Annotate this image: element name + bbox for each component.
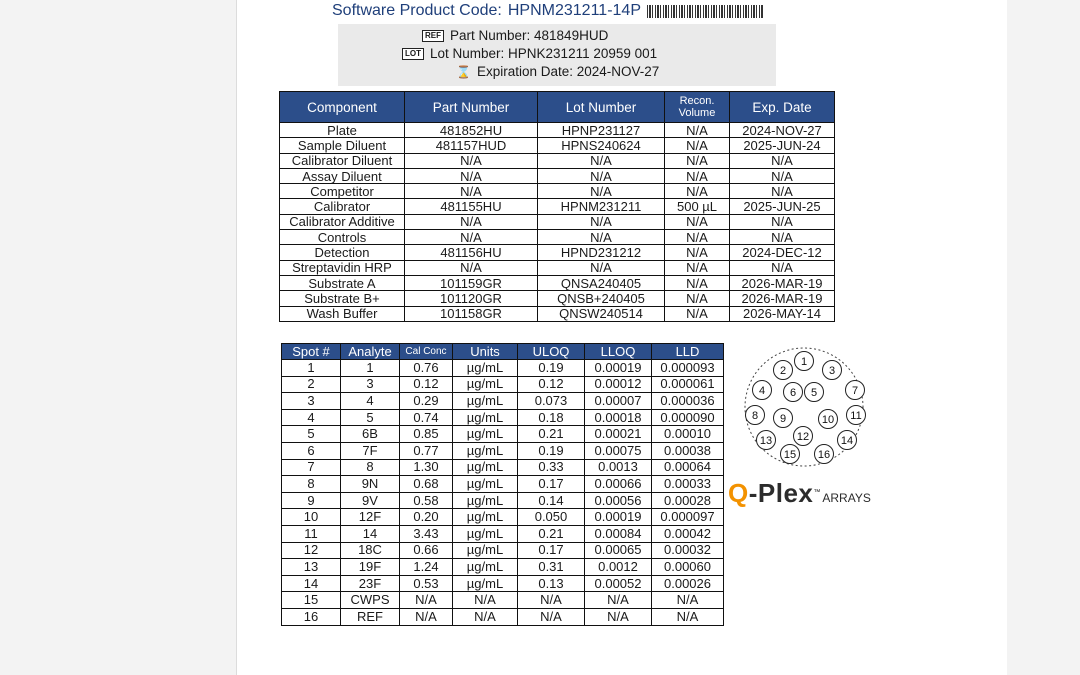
table-cell: N/A xyxy=(453,592,518,609)
table-row xyxy=(282,376,724,393)
table-cell: 0.12 xyxy=(518,376,585,393)
col-lot-number: Lot Number xyxy=(538,92,665,123)
table-row xyxy=(282,525,724,542)
table-row xyxy=(280,199,835,214)
qplex-logo xyxy=(728,478,871,509)
table-cell: N/A xyxy=(730,168,835,183)
table-cell: 481157HUD xyxy=(405,138,538,153)
table-cell: N/A xyxy=(405,184,538,199)
table-cell: N/A xyxy=(538,153,665,168)
table-cell: 2026-MAY-14 xyxy=(730,306,835,321)
col-spot: Spot # xyxy=(282,344,341,360)
table-cell: 14 xyxy=(282,575,341,592)
table-cell: 12 xyxy=(282,542,341,559)
spot-label: 13 xyxy=(759,435,773,447)
table-row xyxy=(282,442,724,459)
table-cell: N/A xyxy=(585,608,652,625)
table-cell: 9V xyxy=(341,492,400,509)
table-cell: N/A xyxy=(665,306,730,321)
table-cell: 0.00012 xyxy=(585,376,652,393)
spot-label: 11 xyxy=(850,410,862,422)
table-cell: Detection xyxy=(280,245,405,260)
part-number-text: Part Number: 481849HUD xyxy=(450,28,609,43)
table-row xyxy=(282,575,724,592)
table-cell: 0.19 xyxy=(518,360,585,377)
spot-label: 8 xyxy=(751,410,759,422)
table-cell: Calibrator Diluent xyxy=(280,153,405,168)
table-cell: 0.073 xyxy=(518,393,585,410)
table-cell: µg/mL xyxy=(453,459,518,476)
table-cell: N/A xyxy=(538,214,665,229)
table-cell: 1.24 xyxy=(400,559,453,576)
table-cell: HPNP231127 xyxy=(538,123,665,138)
table-cell: 0.000097 xyxy=(652,509,724,526)
table-row xyxy=(282,592,724,609)
col-units: Units xyxy=(453,344,518,360)
lot-number-line xyxy=(402,46,657,61)
table-cell: 500 µL xyxy=(665,199,730,214)
spot-label: 14 xyxy=(840,435,854,447)
table-cell: Sample Diluent xyxy=(280,138,405,153)
table-cell: 0.17 xyxy=(518,476,585,493)
table-cell: N/A xyxy=(730,230,835,245)
table-cell: µg/mL xyxy=(453,442,518,459)
expiration-text: Expiration Date: 2024-NOV-27 xyxy=(476,64,660,79)
table-cell: N/A xyxy=(665,260,730,275)
table-cell: HPND231212 xyxy=(538,245,665,260)
table-cell: N/A xyxy=(665,153,730,168)
table-row xyxy=(280,153,835,168)
components-table xyxy=(279,91,835,322)
table-cell: N/A xyxy=(665,245,730,260)
col-recon-volume: Recon. Volume xyxy=(665,92,730,123)
table-cell: 2026-MAR-19 xyxy=(730,291,835,306)
software-product-code xyxy=(332,2,763,20)
table-cell: 16 xyxy=(282,608,341,625)
spots-header-row xyxy=(282,344,724,360)
table-cell: µg/mL xyxy=(453,492,518,509)
table-cell: HPNS240624 xyxy=(538,138,665,153)
spot-label: 7 xyxy=(851,385,859,397)
components-header-row xyxy=(280,92,835,123)
table-cell: N/A xyxy=(585,592,652,609)
table-cell: 0.000036 xyxy=(652,393,724,410)
table-row xyxy=(282,509,724,526)
table-cell: Plate xyxy=(280,123,405,138)
table-cell: 0.00032 xyxy=(652,542,724,559)
table-cell: 14 xyxy=(341,525,400,542)
table-cell: HPNM231211 xyxy=(538,199,665,214)
table-row xyxy=(282,360,724,377)
table-cell: N/A xyxy=(518,592,585,609)
spot-label: 3 xyxy=(828,365,836,377)
table-cell: 18C xyxy=(341,542,400,559)
ref-symbol-icon: REF xyxy=(422,30,444,42)
table-cell: 2026-MAR-19 xyxy=(730,275,835,290)
table-cell: 7 xyxy=(282,459,341,476)
col-lld: LLD xyxy=(652,344,724,360)
table-cell: 2025-JUN-24 xyxy=(730,138,835,153)
table-cell: 9 xyxy=(282,492,341,509)
table-cell: µg/mL xyxy=(453,559,518,576)
table-cell: 0.00056 xyxy=(585,492,652,509)
table-cell: Assay Diluent xyxy=(280,168,405,183)
table-cell: 0.74 xyxy=(400,409,453,426)
table-cell: 101158GR xyxy=(405,306,538,321)
table-cell: 0.00052 xyxy=(585,575,652,592)
table-cell: 0.0012 xyxy=(585,559,652,576)
table-cell: 2024-NOV-27 xyxy=(730,123,835,138)
table-cell: 5 xyxy=(282,426,341,443)
table-cell: 101159GR xyxy=(405,275,538,290)
table-cell: 101120GR xyxy=(405,291,538,306)
table-cell: 0.00019 xyxy=(585,360,652,377)
lot-symbol-icon: LOT xyxy=(402,48,424,60)
table-cell: 6B xyxy=(341,426,400,443)
spot-label: 9 xyxy=(779,413,787,425)
table-cell: Calibrator Additive xyxy=(280,214,405,229)
table-cell: 1 xyxy=(341,360,400,377)
table-cell: N/A xyxy=(400,608,453,625)
table-cell: N/A xyxy=(405,230,538,245)
spot-layout-diagram xyxy=(733,346,875,468)
col-cal-conc: Cal Conc xyxy=(400,344,453,360)
table-cell: µg/mL xyxy=(453,376,518,393)
table-row xyxy=(280,291,835,306)
table-cell: 3 xyxy=(341,376,400,393)
table-cell: µg/mL xyxy=(453,525,518,542)
table-cell: N/A xyxy=(518,608,585,625)
table-cell: 0.00010 xyxy=(652,426,724,443)
table-cell: Calibrator xyxy=(280,199,405,214)
table-cell: QNSB+240405 xyxy=(538,291,665,306)
table-cell: 0.0013 xyxy=(585,459,652,476)
table-cell: 0.000090 xyxy=(652,409,724,426)
table-cell: 0.19 xyxy=(518,442,585,459)
table-row xyxy=(280,214,835,229)
table-cell: 0.21 xyxy=(518,426,585,443)
spots-table xyxy=(281,343,724,626)
table-cell: N/A xyxy=(405,260,538,275)
table-cell: 0.000061 xyxy=(652,376,724,393)
table-cell: N/A xyxy=(538,184,665,199)
table-cell: µg/mL xyxy=(453,426,518,443)
kit-info-box xyxy=(338,24,776,86)
table-row xyxy=(280,260,835,275)
table-row xyxy=(280,245,835,260)
table-row xyxy=(280,306,835,321)
table-cell: µg/mL xyxy=(453,393,518,410)
table-cell: 0.58 xyxy=(400,492,453,509)
table-cell: N/A xyxy=(405,214,538,229)
table-cell: N/A xyxy=(665,230,730,245)
table-row xyxy=(282,559,724,576)
table-cell: 19F xyxy=(341,559,400,576)
table-cell: N/A xyxy=(538,168,665,183)
table-cell: N/A xyxy=(665,184,730,199)
table-cell: 0.17 xyxy=(518,542,585,559)
table-cell: 23F xyxy=(341,575,400,592)
table-cell: 0.14 xyxy=(518,492,585,509)
table-cell: N/A xyxy=(405,153,538,168)
spot-label: 10 xyxy=(821,414,835,426)
table-cell: 0.00019 xyxy=(585,509,652,526)
spot-label: 5 xyxy=(810,387,818,399)
table-cell: 6 xyxy=(282,442,341,459)
table-cell: µg/mL xyxy=(453,409,518,426)
col-analyte: Analyte xyxy=(341,344,400,360)
table-cell: 0.00075 xyxy=(585,442,652,459)
table-cell: 1.30 xyxy=(400,459,453,476)
col-part-number: Part Number xyxy=(405,92,538,123)
spot-label: 6 xyxy=(789,387,797,399)
table-cell: QNSW240514 xyxy=(538,306,665,321)
table-cell: N/A xyxy=(665,123,730,138)
col-exp-date: Exp. Date xyxy=(730,92,835,123)
table-cell: N/A xyxy=(730,184,835,199)
table-cell: 12F xyxy=(341,509,400,526)
qplex-trademark: ™ xyxy=(813,489,821,496)
table-cell: 0.85 xyxy=(400,426,453,443)
table-cell: 2024-DEC-12 xyxy=(730,245,835,260)
table-cell: 0.000093 xyxy=(652,360,724,377)
table-cell: 2 xyxy=(282,376,341,393)
table-cell: N/A xyxy=(453,608,518,625)
table-cell: N/A xyxy=(730,260,835,275)
col-lloq: LLOQ xyxy=(585,344,652,360)
table-cell: 481852HU xyxy=(405,123,538,138)
table-cell: Wash Buffer xyxy=(280,306,405,321)
table-cell: µg/mL xyxy=(453,542,518,559)
expiration-line xyxy=(456,64,659,79)
table-cell: 0.050 xyxy=(518,509,585,526)
table-cell: Competitor xyxy=(280,184,405,199)
table-cell: 0.31 xyxy=(518,559,585,576)
table-cell: 481156HU xyxy=(405,245,538,260)
spot-label: 16 xyxy=(817,449,831,461)
spot-label: 2 xyxy=(779,365,787,377)
table-cell: 2025-JUN-25 xyxy=(730,199,835,214)
table-row xyxy=(280,230,835,245)
col-uloq: ULOQ xyxy=(518,344,585,360)
table-cell: µg/mL xyxy=(453,476,518,493)
table-row xyxy=(282,476,724,493)
table-cell: 11 xyxy=(282,525,341,542)
table-cell: 0.53 xyxy=(400,575,453,592)
table-cell: 9N xyxy=(341,476,400,493)
spot-label: 1 xyxy=(800,356,808,368)
table-cell: 8 xyxy=(282,476,341,493)
spot-label: 4 xyxy=(758,385,766,397)
table-cell: REF xyxy=(341,608,400,625)
table-row xyxy=(282,492,724,509)
software-product-code-value: HPNM231211-14P xyxy=(507,2,641,19)
table-cell: 0.00028 xyxy=(652,492,724,509)
table-cell: 0.20 xyxy=(400,509,453,526)
qplex-arrays-text: ARRAYS xyxy=(822,491,871,505)
table-row xyxy=(282,459,724,476)
spot-label: 12 xyxy=(796,431,810,443)
table-cell: 481155HU xyxy=(405,199,538,214)
table-cell: 4 xyxy=(341,393,400,410)
spot-label: 15 xyxy=(783,449,797,461)
table-cell: CWPS xyxy=(341,592,400,609)
table-cell: N/A xyxy=(652,592,724,609)
table-cell: N/A xyxy=(665,138,730,153)
table-row xyxy=(280,275,835,290)
table-cell: Substrate B+ xyxy=(280,291,405,306)
table-cell: 0.00033 xyxy=(652,476,724,493)
table-cell: N/A xyxy=(730,153,835,168)
barcode-icon xyxy=(647,5,763,18)
table-row xyxy=(282,409,724,426)
table-cell: 0.76 xyxy=(400,360,453,377)
table-cell: 0.12 xyxy=(400,376,453,393)
table-row xyxy=(282,426,724,443)
table-cell: Substrate A xyxy=(280,275,405,290)
table-cell: µg/mL xyxy=(453,575,518,592)
table-row xyxy=(280,184,835,199)
table-cell: 0.00064 xyxy=(652,459,724,476)
table-cell: 0.66 xyxy=(400,542,453,559)
table-cell: 0.68 xyxy=(400,476,453,493)
part-number-line xyxy=(422,28,608,43)
table-cell: N/A xyxy=(730,214,835,229)
col-component: Component xyxy=(280,92,405,123)
table-cell: 0.00060 xyxy=(652,559,724,576)
table-cell: 0.13 xyxy=(518,575,585,592)
table-cell: Streptavidin HRP xyxy=(280,260,405,275)
table-cell: 0.18 xyxy=(518,409,585,426)
table-cell: N/A xyxy=(538,260,665,275)
table-row xyxy=(282,542,724,559)
table-cell: µg/mL xyxy=(453,509,518,526)
table-cell: Controls xyxy=(280,230,405,245)
table-row xyxy=(282,393,724,410)
table-cell: 0.00026 xyxy=(652,575,724,592)
table-cell: 0.00065 xyxy=(585,542,652,559)
table-cell: N/A xyxy=(652,608,724,625)
table-cell: 0.00018 xyxy=(585,409,652,426)
software-product-code-label: Software Product Code: xyxy=(332,2,502,19)
table-row xyxy=(280,138,835,153)
table-cell: 0.33 xyxy=(518,459,585,476)
table-cell: 3.43 xyxy=(400,525,453,542)
table-cell: N/A xyxy=(400,592,453,609)
table-cell: 10 xyxy=(282,509,341,526)
table-cell: 7F xyxy=(341,442,400,459)
table-cell: 3 xyxy=(282,393,341,410)
table-cell: N/A xyxy=(665,275,730,290)
table-cell: N/A xyxy=(665,291,730,306)
table-cell: N/A xyxy=(538,230,665,245)
table-cell: 1 xyxy=(282,360,341,377)
hourglass-icon: ⌛ xyxy=(456,64,471,79)
qplex-brand: Q-Plex xyxy=(728,478,814,508)
table-cell: 8 xyxy=(341,459,400,476)
table-row xyxy=(282,608,724,625)
table-cell: N/A xyxy=(405,168,538,183)
table-cell: 0.29 xyxy=(400,393,453,410)
table-cell: QNSA240405 xyxy=(538,275,665,290)
table-cell: 0.00007 xyxy=(585,393,652,410)
table-cell: 0.00066 xyxy=(585,476,652,493)
table-cell: 15 xyxy=(282,592,341,609)
table-row xyxy=(280,123,835,138)
table-cell: 0.77 xyxy=(400,442,453,459)
table-cell: 0.00042 xyxy=(652,525,724,542)
table-cell: 0.00084 xyxy=(585,525,652,542)
table-cell: 0.00021 xyxy=(585,426,652,443)
lot-number-text: Lot Number: HPNK231211 20959 001 xyxy=(430,46,658,61)
table-cell: N/A xyxy=(665,214,730,229)
table-cell: 0.21 xyxy=(518,525,585,542)
table-cell: 4 xyxy=(282,409,341,426)
table-cell: µg/mL xyxy=(453,360,518,377)
table-cell: 5 xyxy=(341,409,400,426)
table-row xyxy=(280,168,835,183)
table-cell: 13 xyxy=(282,559,341,576)
table-cell: N/A xyxy=(665,168,730,183)
table-cell: 0.00038 xyxy=(652,442,724,459)
